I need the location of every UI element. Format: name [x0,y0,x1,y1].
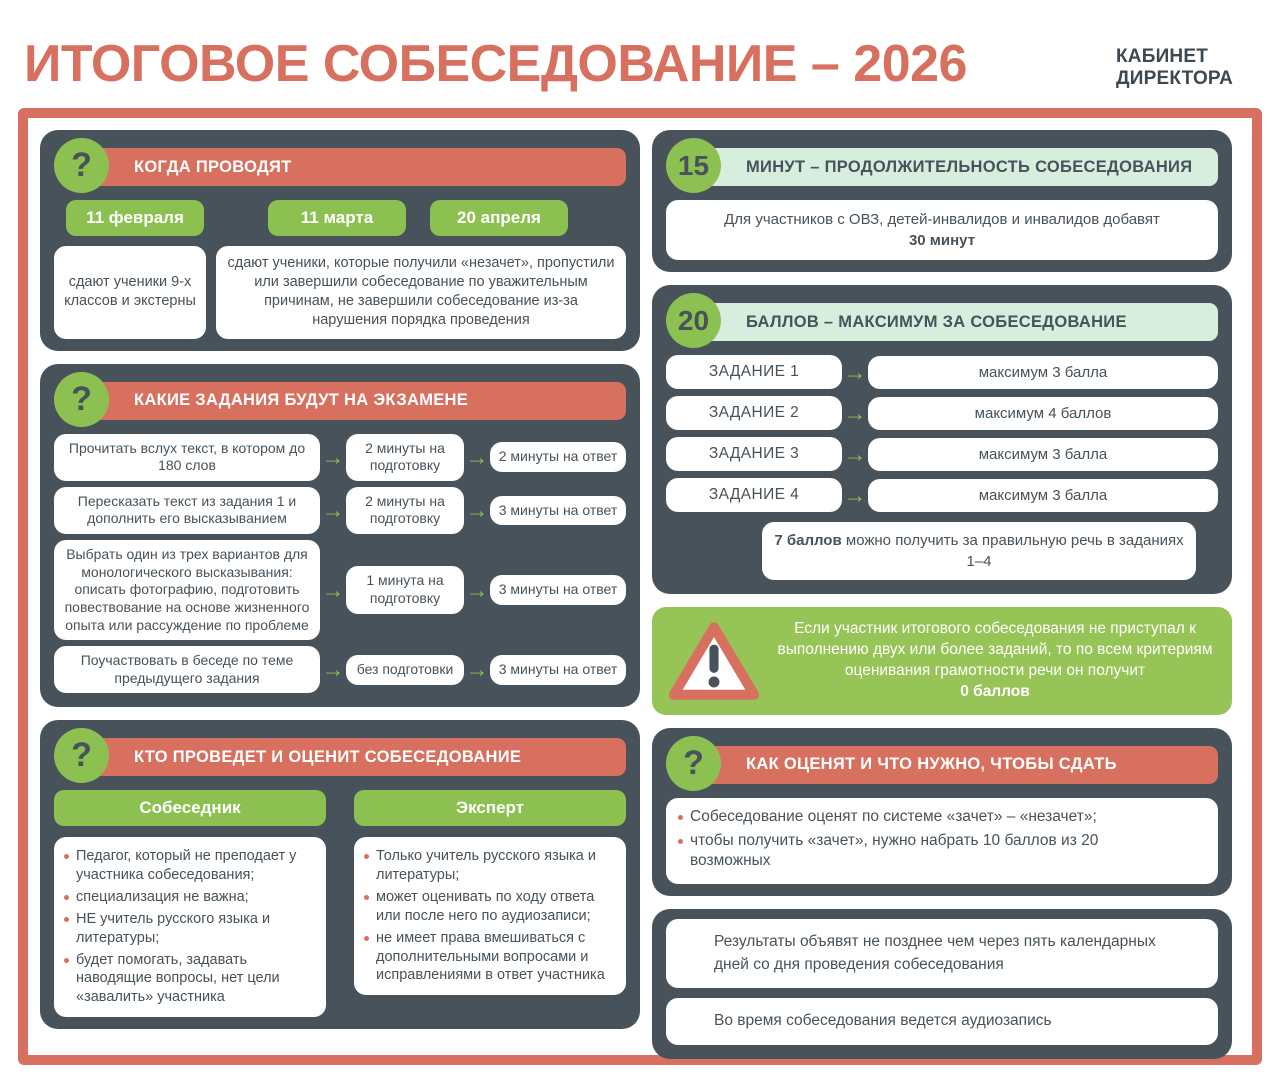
task-prep-time: 2 минуты на подготовку [346,487,464,534]
role-badge: Собеседник [54,790,326,826]
bullet-dot-icon [364,895,369,900]
grading-list-box [666,798,1218,884]
list-item [64,847,318,885]
left-column [40,130,640,1042]
arrow-icon: → [321,496,345,523]
question-icon: ? [54,372,109,427]
warning-triangle-icon [668,620,760,702]
task-row [54,540,626,640]
content-frame [18,108,1262,1065]
points-task-label: ЗАДАНИЕ 3 [666,437,842,471]
list-item-text: будет помогать, задавать наводящие вопросы, нет цели «завалить» участника [76,951,280,1006]
question-icon: ? [54,728,109,783]
panel-who-title: КТО ПРОВЕДЕТ И ОЦЕНИТ СОБЕСЕДОВАНИЕ [78,738,626,776]
date-badge: 11 марта [268,200,406,236]
role-details-list [54,837,326,1017]
task-description: Пересказать текст из задания 1 и дополнить его высказыванием [54,487,320,534]
role-details-list [354,837,626,995]
duration-note-bold: 30 минут [908,232,976,249]
panel-results [652,909,1232,1058]
right-column [652,130,1232,1072]
arrow-icon: → [465,656,489,683]
brand-logo [1116,46,1233,91]
list-item [64,951,318,1008]
list-item [64,910,318,948]
arrow-icon: → [465,496,489,523]
date-badge: 11 февраля [66,200,204,236]
arrow-icon: → [843,399,867,426]
list-item [364,929,618,986]
points-max-value: максимум 3 балла [868,356,1218,389]
brand-line-1: КАБИНЕТ [1116,46,1209,67]
arrow-icon: → [321,656,345,683]
brand-line-2: ДИРЕКТОРА [1116,68,1234,90]
panel-grading [652,728,1232,896]
points-row [666,478,1218,512]
task-row [54,646,626,693]
arrow-icon: → [321,443,345,470]
list-item [364,847,618,885]
bullet-dot-icon [64,854,69,859]
arrow-icon: → [465,443,489,470]
bullet-dot-icon [678,815,683,820]
panel-duration [652,130,1232,272]
warning-text: Если участник итогового собеседования не приступал к выполнению двух или более заданий, то по всем критериям оценивания грамотности речи он получит [777,620,1213,679]
bullet-dot-icon [64,917,69,922]
panel-points [652,285,1232,594]
question-icon: ? [666,736,721,791]
panel-grading-header [666,738,1218,790]
task-row [54,434,626,481]
page-title: ИТОГОВОЕ СОБЕСЕДОВАНИЕ – 2026 [24,35,967,93]
list-item-text: специализация не важна; [76,889,249,906]
date-badge: 20 апреля [430,200,568,236]
bonus-bold: 7 баллов [774,532,842,549]
task-prep-time: 2 минуты на подготовку [346,434,464,481]
task-answer-time: 3 минуты на ответ [490,496,626,526]
task-description: Прочитать вслух текст, в котором до 180 слов [54,434,320,481]
panel-points-title: БАЛЛОВ – МАКСИМУМ ЗА СОБЕСЕДОВАНИЕ [690,303,1218,341]
warning-bold: 0 баллов [960,682,1030,700]
panel-who [40,720,640,1029]
arrow-icon: → [465,576,489,603]
arrow-icon: → [843,358,867,385]
list-item [364,888,618,926]
when-note-rest-text: сдают ученики, которые получили «незачет», пропустили или завершили собеседование по уважительным причинам, не завершили собеседование из-за нарушения порядка проведения [227,255,615,329]
panel-who-header [54,730,626,782]
who-column-interlocutor [54,790,326,1017]
panel-tasks [40,364,640,708]
task-prep-time: 1 минута на подготовку [346,566,464,613]
when-note-first-text: сдают ученики 9-х классов и экстерны [64,274,196,310]
bullet-dot-icon [64,895,69,900]
exam-dates-row [54,200,626,236]
warning-text-block [774,619,1216,703]
points-max-value: максимум 4 баллов [868,397,1218,430]
task-answer-time: 2 минуты на ответ [490,442,626,472]
who-column-expert [354,790,626,1017]
duration-note-box [666,200,1218,260]
points-task-label: ЗАДАНИЕ 1 [666,355,842,389]
duration-note-text: Для участников с ОВЗ, детей-инвалидов и инвалидов добавят [724,211,1160,228]
panel-when [40,130,640,351]
list-item [678,831,1158,871]
points-row [666,355,1218,389]
arrow-icon: → [843,481,867,508]
bonus-text: можно получить за правильную речь в заданиях 1–4 [845,532,1184,570]
panel-when-header [54,140,626,192]
task-description: Выбрать один из трех вариантов для монологического высказывания: описать фотографию, подготовить повествование на основе жизненного опыта или рассуждение по проблеме [54,540,320,640]
when-note-first [54,246,206,339]
points-row [666,437,1218,471]
arrow-icon: → [321,576,345,603]
panel-when-title: КОГДА ПРОВОДЯТ [78,148,626,186]
list-item [678,807,1158,827]
list-item-text: может оценивать по ходу ответа или после него по аудиозаписи; [376,889,595,924]
bullet-dot-icon [64,958,69,963]
task-answer-time: 3 минуты на ответ [490,655,626,685]
task-prep-time: без подготовки [346,655,464,685]
results-note-text: Результаты объявят не позднее чем через пять календарных дней со дня проведения собеседования [714,933,1156,973]
panel-points-header [666,295,1218,347]
list-item-text: Педагог, который не преподает у участника собеседования; [76,848,297,884]
panel-tasks-title: КАКИЕ ЗАДАНИЯ БУДУТ НА ЭКЗАМЕНЕ [78,382,626,420]
points-max-value: максимум 3 балла [868,438,1218,471]
list-item-text: Только учитель русского языка и литературы; [376,848,596,884]
points-row [666,396,1218,430]
audio-recording-note [666,998,1218,1044]
list-item [64,888,318,907]
panel-duration-header [666,140,1218,192]
list-item-text: НЕ учитель русского языка и литературы; [76,910,271,946]
points-task-label: ЗАДАНИЕ 2 [666,396,842,430]
arrow-icon: → [843,440,867,467]
number-badge: 15 [666,138,721,193]
panel-duration-title: МИНУТ – ПРОДОЛЖИТЕЛЬНОСТЬ СОБЕСЕДОВАНИЯ [690,148,1218,186]
points-task-label: ЗАДАНИЕ 4 [666,478,842,512]
when-note-rest [216,246,626,339]
bullet-dot-icon [364,854,369,859]
bullet-dot-icon [678,839,683,844]
who-columns [54,790,626,1017]
question-icon: ? [54,138,109,193]
bullet-dot-icon [364,936,369,941]
audio-recording-note-text: Во время собеседования ведется аудиозапись [714,1012,1052,1030]
panel-grading-title: КАК ОЦЕНЯТ И ЧТО НУЖНО, ЧТОБЫ СДАТЬ [690,746,1218,784]
list-item-text: чтобы получить «зачет», нужно набрать 10 баллов из 20 возможных [690,831,1099,869]
warning-box [652,607,1232,715]
list-item-text: Собеседование оценят по системе «зачет» – «незачет»; [690,807,1097,825]
points-bonus-note [762,522,1196,580]
number-badge: 20 [666,293,721,348]
task-row [54,487,626,534]
task-description: Поучаствовать в беседе по теме предыдущего задания [54,646,320,693]
task-answer-time: 3 минуты на ответ [490,575,626,605]
points-max-value: максимум 3 балла [868,479,1218,512]
results-note [666,919,1218,988]
list-item-text: не имеет права вмешиваться с дополнительными вопросами и исправлениями в ответ участника [376,929,605,984]
role-badge: Эксперт [354,790,626,826]
when-notes-row [54,246,626,339]
panel-tasks-header [54,374,626,426]
